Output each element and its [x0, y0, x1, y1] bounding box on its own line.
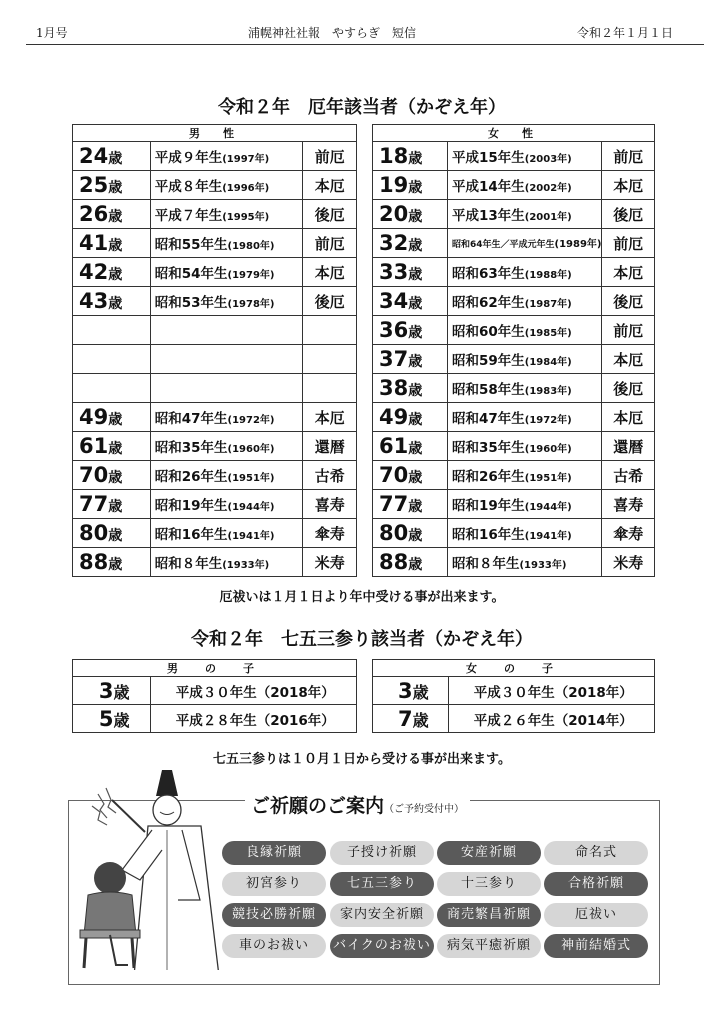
prayer-service-button[interactable]: バイクのお祓い — [330, 934, 434, 958]
female-yakudoshi-row — [373, 345, 655, 374]
age-value: 20 — [379, 202, 409, 226]
yaku-type-cell: 後厄 — [303, 200, 357, 229]
prayer-service-button[interactable]: 十三参り — [437, 872, 541, 896]
birth-year-japanese: 平成９年生 — [154, 150, 223, 166]
prayer-service-button[interactable]: 競技必勝祈願 — [222, 903, 326, 927]
male-yakudoshi-row — [73, 548, 357, 577]
age-cell — [373, 705, 449, 733]
age-value: 41 — [79, 231, 109, 255]
prayer-service-button[interactable]: 七五三参り — [330, 872, 434, 896]
prayer-service-button[interactable]: 安産祈願 — [437, 841, 541, 865]
prayer-guide-subtitle: （ご予約受付中） — [384, 804, 465, 815]
birth-year-japanese: 昭和64年生／平成元年生 — [451, 240, 555, 250]
yakudoshi-title: 令和２年 厄年該当者（かぞえ年） — [218, 97, 506, 118]
girls-header: 女 の 子 — [373, 660, 655, 677]
age-value: 33 — [379, 260, 409, 284]
age-cell — [373, 519, 448, 548]
birth-year-cell — [447, 345, 602, 374]
birth-year-cell: 平成３０年生（2018年） — [448, 677, 654, 705]
birth-year-cell — [150, 345, 303, 374]
age-unit: 歳 — [408, 180, 423, 196]
age-unit: 歳 — [108, 296, 123, 312]
yaku-type-cell: 本厄 — [602, 171, 655, 200]
age-value: 34 — [379, 289, 409, 313]
age-unit: 歳 — [108, 151, 123, 167]
birth-year-cell — [447, 519, 602, 548]
age-cell — [373, 316, 448, 345]
age-value: 18 — [379, 144, 409, 168]
female-yakudoshi-row — [373, 200, 655, 229]
age-unit: 歳 — [113, 710, 130, 730]
birth-year-western: (1978年) — [227, 299, 275, 310]
age-unit: 歳 — [408, 441, 423, 457]
age-cell — [73, 403, 151, 432]
header-divider — [26, 44, 704, 45]
birth-year-cell — [447, 229, 602, 258]
birth-year-japanese: 昭和60年生 — [451, 324, 525, 340]
birth-year-western: (1951年) — [227, 473, 275, 484]
age-cell — [73, 705, 151, 733]
page-header — [0, 24, 724, 42]
yaku-type-cell: 後厄 — [602, 200, 655, 229]
birth-year-japanese: 昭和62年生 — [451, 295, 525, 311]
yaku-type-cell: 本厄 — [602, 345, 655, 374]
age-cell — [73, 345, 151, 374]
age-value: 49 — [79, 405, 109, 429]
boys-header: 男 の 子 — [73, 660, 357, 677]
age-cell — [373, 677, 449, 705]
age-cell — [373, 490, 448, 519]
age-cell — [373, 432, 448, 461]
age-cell — [73, 200, 151, 229]
age-unit: 歳 — [408, 412, 423, 428]
yaku-type-cell — [303, 316, 357, 345]
age-cell — [73, 316, 151, 345]
male-yakudoshi-row — [73, 171, 357, 200]
yaku-type-cell: 本厄 — [303, 171, 357, 200]
birth-year-western: (1944年) — [227, 502, 275, 513]
age-unit: 歳 — [408, 209, 423, 225]
birth-year-japanese: 昭和59年生 — [451, 353, 525, 369]
birth-year-japanese: 昭和58年生 — [451, 382, 525, 398]
male-yakudoshi-row — [73, 490, 357, 519]
male-yakudoshi-row — [73, 345, 357, 374]
age-cell — [73, 258, 151, 287]
birth-year-cell — [150, 403, 303, 432]
birth-year-cell — [447, 142, 602, 171]
shichigosan-title: 令和２年 七五三参り該当者（かぞえ年） — [191, 629, 533, 650]
birth-year-japanese: 平成８年生 — [154, 179, 223, 195]
female-yakudoshi-row — [373, 142, 655, 171]
age-unit: 歳 — [408, 325, 423, 341]
male-yakudoshi-row — [73, 403, 357, 432]
age-cell — [73, 519, 151, 548]
male-yakudoshi-row — [73, 461, 357, 490]
birth-year-cell — [150, 461, 303, 490]
birth-year-western: (1989年) — [554, 239, 602, 250]
birth-year-cell — [447, 403, 602, 432]
birth-year-western: (1951年) — [524, 473, 572, 484]
birth-year-western: (1941年) — [524, 531, 572, 542]
prayer-guide-title — [245, 791, 470, 818]
birth-year-western: (1933年) — [519, 560, 567, 571]
age-unit: 歳 — [408, 383, 423, 399]
age-value: 7 — [397, 706, 413, 731]
prayer-service-button[interactable]: 命名式 — [544, 841, 648, 865]
prayer-service-button[interactable]: 神前結婚式 — [544, 934, 648, 958]
age-unit: 歳 — [108, 499, 123, 515]
age-value: 3 — [397, 678, 413, 703]
female-yakudoshi-row — [373, 287, 655, 316]
birth-year-japanese: 昭和63年生 — [451, 266, 525, 282]
age-cell — [373, 200, 448, 229]
birth-year-cell — [447, 171, 602, 200]
age-value: 43 — [79, 289, 109, 313]
prayer-guide-heading: ご祈願のご案内 — [251, 795, 385, 817]
age-value: 88 — [379, 550, 409, 574]
birth-year-japanese: 昭和19年生 — [451, 498, 525, 514]
birth-year-japanese: 昭和35年生 — [451, 440, 525, 456]
age-unit: 歳 — [108, 180, 123, 196]
birth-year-cell — [447, 374, 602, 403]
yaku-type-cell: 後厄 — [602, 287, 655, 316]
age-value: 77 — [79, 492, 109, 516]
birth-year-japanese: 昭和26年生 — [451, 469, 525, 485]
age-unit: 歳 — [108, 267, 123, 283]
birth-year-western: (1996年) — [222, 183, 270, 194]
female-yakudoshi-row — [373, 171, 655, 200]
yaku-type-cell: 前厄 — [602, 229, 655, 258]
female-yakudoshi-row — [373, 258, 655, 287]
issue-date: 令和２年１月１日 — [577, 26, 674, 40]
birth-year-cell — [447, 287, 602, 316]
birth-year-japanese: 昭和53年生 — [154, 295, 228, 311]
male-yakudoshi-row — [73, 374, 357, 403]
female-yakudoshi-row — [373, 490, 655, 519]
age-cell — [73, 171, 151, 200]
yaku-type-cell: 本厄 — [303, 403, 357, 432]
birth-year-western: (1960年) — [524, 444, 572, 455]
birth-year-western: (1980年) — [227, 241, 275, 252]
birth-year-japanese: 平成14年生 — [451, 179, 525, 195]
birth-year-western: (1941年) — [227, 531, 275, 542]
age-cell — [373, 287, 448, 316]
female-yakudoshi-row — [373, 519, 655, 548]
age-value: 77 — [379, 492, 409, 516]
birth-year-cell — [447, 258, 602, 287]
age-cell — [73, 548, 151, 577]
birth-year-cell — [447, 548, 602, 577]
yaku-type-cell: 前厄 — [303, 229, 357, 258]
male-yakudoshi-row — [73, 432, 357, 461]
age-value: 19 — [379, 173, 409, 197]
birth-year-cell: 平成２８年生（2016年） — [150, 705, 357, 733]
birth-year-japanese: 昭和19年生 — [154, 498, 228, 514]
yaku-type-cell — [303, 374, 357, 403]
birth-year-western: (1983年) — [524, 386, 572, 397]
birth-year-japanese: 平成13年生 — [451, 208, 525, 224]
birth-year-cell — [447, 461, 602, 490]
prayer-service-button[interactable]: 車のお祓い — [222, 934, 326, 958]
prayer-service-button[interactable]: 厄祓い — [544, 903, 648, 927]
birth-year-japanese: 昭和55年生 — [154, 237, 228, 253]
birth-year-japanese: 平成15年生 — [451, 150, 525, 166]
birth-year-cell — [150, 287, 303, 316]
male-header: 男 性 — [73, 125, 357, 142]
age-cell — [373, 258, 448, 287]
age-cell — [373, 345, 448, 374]
age-value: 80 — [379, 521, 409, 545]
age-unit: 歳 — [408, 528, 423, 544]
birth-year-cell: 平成３０年生（2018年） — [150, 677, 357, 705]
birth-year-cell — [150, 200, 303, 229]
female-yakudoshi-row — [373, 229, 655, 258]
age-cell — [373, 403, 448, 432]
boys-shichigosan-row — [73, 677, 357, 705]
age-unit: 歳 — [408, 296, 423, 312]
birth-year-cell — [150, 142, 303, 171]
birth-year-western: (1987年) — [524, 299, 572, 310]
age-unit: 歳 — [408, 238, 423, 254]
prayer-service-button[interactable]: 良縁祈願 — [222, 841, 326, 865]
prayer-service-button[interactable]: 初宮参り — [222, 872, 326, 896]
birth-year-cell — [150, 548, 303, 577]
birth-year-cell — [447, 490, 602, 519]
age-unit: 歳 — [108, 557, 123, 573]
prayer-service-button[interactable]: 商売繁昌祈願 — [437, 903, 541, 927]
yaku-type-cell: 本厄 — [303, 258, 357, 287]
age-unit: 歳 — [108, 238, 123, 254]
age-cell — [73, 287, 151, 316]
issue-label: 1月号 — [36, 26, 68, 40]
yaku-type-cell: 前厄 — [602, 316, 655, 345]
prayer-service-button[interactable]: 子授け祈願 — [330, 841, 434, 865]
birth-year-cell — [150, 519, 303, 548]
age-value: 88 — [79, 550, 109, 574]
girls-shichigosan-table — [372, 659, 655, 733]
birth-year-cell — [150, 171, 303, 200]
female-yakudoshi-row — [373, 316, 655, 345]
age-cell — [373, 142, 448, 171]
male-yakudoshi-row — [73, 200, 357, 229]
age-value: 61 — [79, 434, 109, 458]
age-value: 38 — [379, 376, 409, 400]
age-unit: 歳 — [408, 267, 423, 283]
age-cell — [73, 461, 151, 490]
birth-year-japanese: 昭和16年生 — [451, 527, 525, 543]
age-unit: 歳 — [408, 499, 423, 515]
birth-year-western: (1972年) — [227, 415, 275, 426]
male-yakudoshi-row — [73, 229, 357, 258]
birth-year-cell: 平成２６年生（2014年） — [448, 705, 654, 733]
boys-shichigosan-table — [72, 659, 357, 733]
female-yakudoshi-row — [373, 548, 655, 577]
age-value: 37 — [379, 347, 409, 371]
yaku-type-cell: 米寿 — [602, 548, 655, 577]
male-yakudoshi-row — [73, 258, 357, 287]
age-cell — [373, 374, 448, 403]
age-cell — [373, 171, 448, 200]
prayer-service-button[interactable]: 病気平癒祈願 — [437, 934, 541, 958]
birth-year-cell — [447, 316, 602, 345]
birth-year-japanese: 昭和８年生 — [451, 556, 520, 572]
yaku-type-cell: 喜寿 — [303, 490, 357, 519]
age-cell — [373, 548, 448, 577]
female-yakudoshi-row — [373, 374, 655, 403]
age-cell — [73, 142, 151, 171]
age-unit: 歳 — [408, 470, 423, 486]
birth-year-western: (1944年) — [524, 502, 572, 513]
birth-year-japanese: 昭和８年生 — [154, 556, 223, 572]
yaku-type-cell: 還暦 — [303, 432, 357, 461]
birth-year-western: (1984年) — [524, 357, 572, 368]
birth-year-japanese: 昭和47年生 — [154, 411, 228, 427]
age-cell — [73, 677, 151, 705]
age-cell — [73, 432, 151, 461]
age-cell — [373, 229, 448, 258]
yaku-type-cell: 後厄 — [602, 374, 655, 403]
age-unit: 歳 — [408, 557, 423, 573]
prayer-service-button[interactable]: 合格祈願 — [544, 872, 648, 896]
birth-year-japanese: 昭和35年生 — [154, 440, 228, 456]
birth-year-western: (2001年) — [524, 212, 572, 223]
female-yakudoshi-row — [373, 403, 655, 432]
birth-year-japanese: 昭和26年生 — [154, 469, 228, 485]
yaku-type-cell — [303, 345, 357, 374]
age-value: 3 — [98, 678, 114, 703]
age-value: 42 — [79, 260, 109, 284]
age-unit: 歳 — [113, 682, 130, 702]
birth-year-cell — [150, 374, 303, 403]
age-value: 5 — [98, 706, 114, 731]
age-unit: 歳 — [408, 151, 423, 167]
birth-year-cell — [150, 432, 303, 461]
birth-year-western: (1960年) — [227, 444, 275, 455]
male-yakudoshi-row — [73, 316, 357, 345]
age-value: 49 — [379, 405, 409, 429]
yaku-type-cell: 前厄 — [602, 142, 655, 171]
birth-year-western: (2003年) — [524, 154, 572, 165]
age-unit: 歳 — [108, 209, 123, 225]
age-unit: 歳 — [108, 412, 123, 428]
female-yakudoshi-table — [372, 124, 655, 577]
yaku-type-cell: 米寿 — [303, 548, 357, 577]
yaku-type-cell: 古希 — [303, 461, 357, 490]
birth-year-japanese: 平成７年生 — [154, 208, 223, 224]
age-value: 36 — [379, 318, 409, 342]
age-unit: 歳 — [108, 441, 123, 457]
age-value: 70 — [79, 463, 109, 487]
age-unit: 歳 — [108, 528, 123, 544]
yaku-type-cell: 本厄 — [602, 258, 655, 287]
yaku-type-cell: 本厄 — [602, 403, 655, 432]
age-unit: 歳 — [412, 682, 429, 702]
priest-blessing-illustration — [70, 770, 220, 970]
yakudoshi-note: 厄祓いは１月１日より年中受ける事が出来ます。 — [219, 590, 505, 605]
shichigosan-note: 七五三参りは１０月１日から受ける事が出来ます。 — [213, 752, 511, 767]
age-unit: 歳 — [408, 354, 423, 370]
yaku-type-cell: 喜寿 — [602, 490, 655, 519]
birth-year-western: (1933年) — [222, 560, 270, 571]
age-value: 61 — [379, 434, 409, 458]
birth-year-western: (1988年) — [524, 270, 572, 281]
birth-year-cell — [447, 200, 602, 229]
birth-year-japanese: 昭和54年生 — [154, 266, 228, 282]
age-cell — [373, 461, 448, 490]
birth-year-cell — [150, 316, 303, 345]
yaku-type-cell: 後厄 — [303, 287, 357, 316]
boys-shichigosan-row — [73, 705, 357, 733]
age-unit: 歳 — [412, 710, 429, 730]
birth-year-western: (1985年) — [524, 328, 572, 339]
birth-year-western: (1997年) — [222, 154, 270, 165]
age-value: 32 — [379, 231, 409, 255]
yaku-type-cell: 傘寿 — [303, 519, 357, 548]
birth-year-japanese: 昭和47年生 — [451, 411, 525, 427]
birth-year-western: (2002年) — [524, 183, 572, 194]
birth-year-western: (1972年) — [524, 415, 572, 426]
male-yakudoshi-row — [73, 142, 357, 171]
girls-shichigosan-row — [373, 705, 655, 733]
birth-year-japanese: 昭和16年生 — [154, 527, 228, 543]
age-cell — [73, 229, 151, 258]
age-cell — [73, 490, 151, 519]
age-unit: 歳 — [108, 470, 123, 486]
age-value: 26 — [79, 202, 109, 226]
age-value: 80 — [79, 521, 109, 545]
prayer-service-button[interactable]: 家内安全祈願 — [330, 903, 434, 927]
age-cell — [73, 374, 151, 403]
birth-year-western: (1995年) — [222, 212, 270, 223]
age-value: 24 — [79, 144, 109, 168]
yaku-type-cell: 還暦 — [602, 432, 655, 461]
female-yakudoshi-row — [373, 432, 655, 461]
newsletter-title: 浦幌神社社報 やすらぎ 短信 — [248, 26, 417, 40]
female-header: 女 性 — [373, 125, 655, 142]
birth-year-cell — [447, 432, 602, 461]
girls-shichigosan-row — [373, 677, 655, 705]
male-yakudoshi-row — [73, 519, 357, 548]
yaku-type-cell: 古希 — [602, 461, 655, 490]
male-yakudoshi-row — [73, 287, 357, 316]
birth-year-cell — [150, 229, 303, 258]
yaku-type-cell: 前厄 — [303, 142, 357, 171]
birth-year-western: (1979年) — [227, 270, 275, 281]
birth-year-cell — [150, 490, 303, 519]
birth-year-cell — [150, 258, 303, 287]
yaku-type-cell: 傘寿 — [602, 519, 655, 548]
male-yakudoshi-table — [72, 124, 357, 577]
female-yakudoshi-row — [373, 461, 655, 490]
age-value: 25 — [79, 173, 109, 197]
age-value: 70 — [379, 463, 409, 487]
